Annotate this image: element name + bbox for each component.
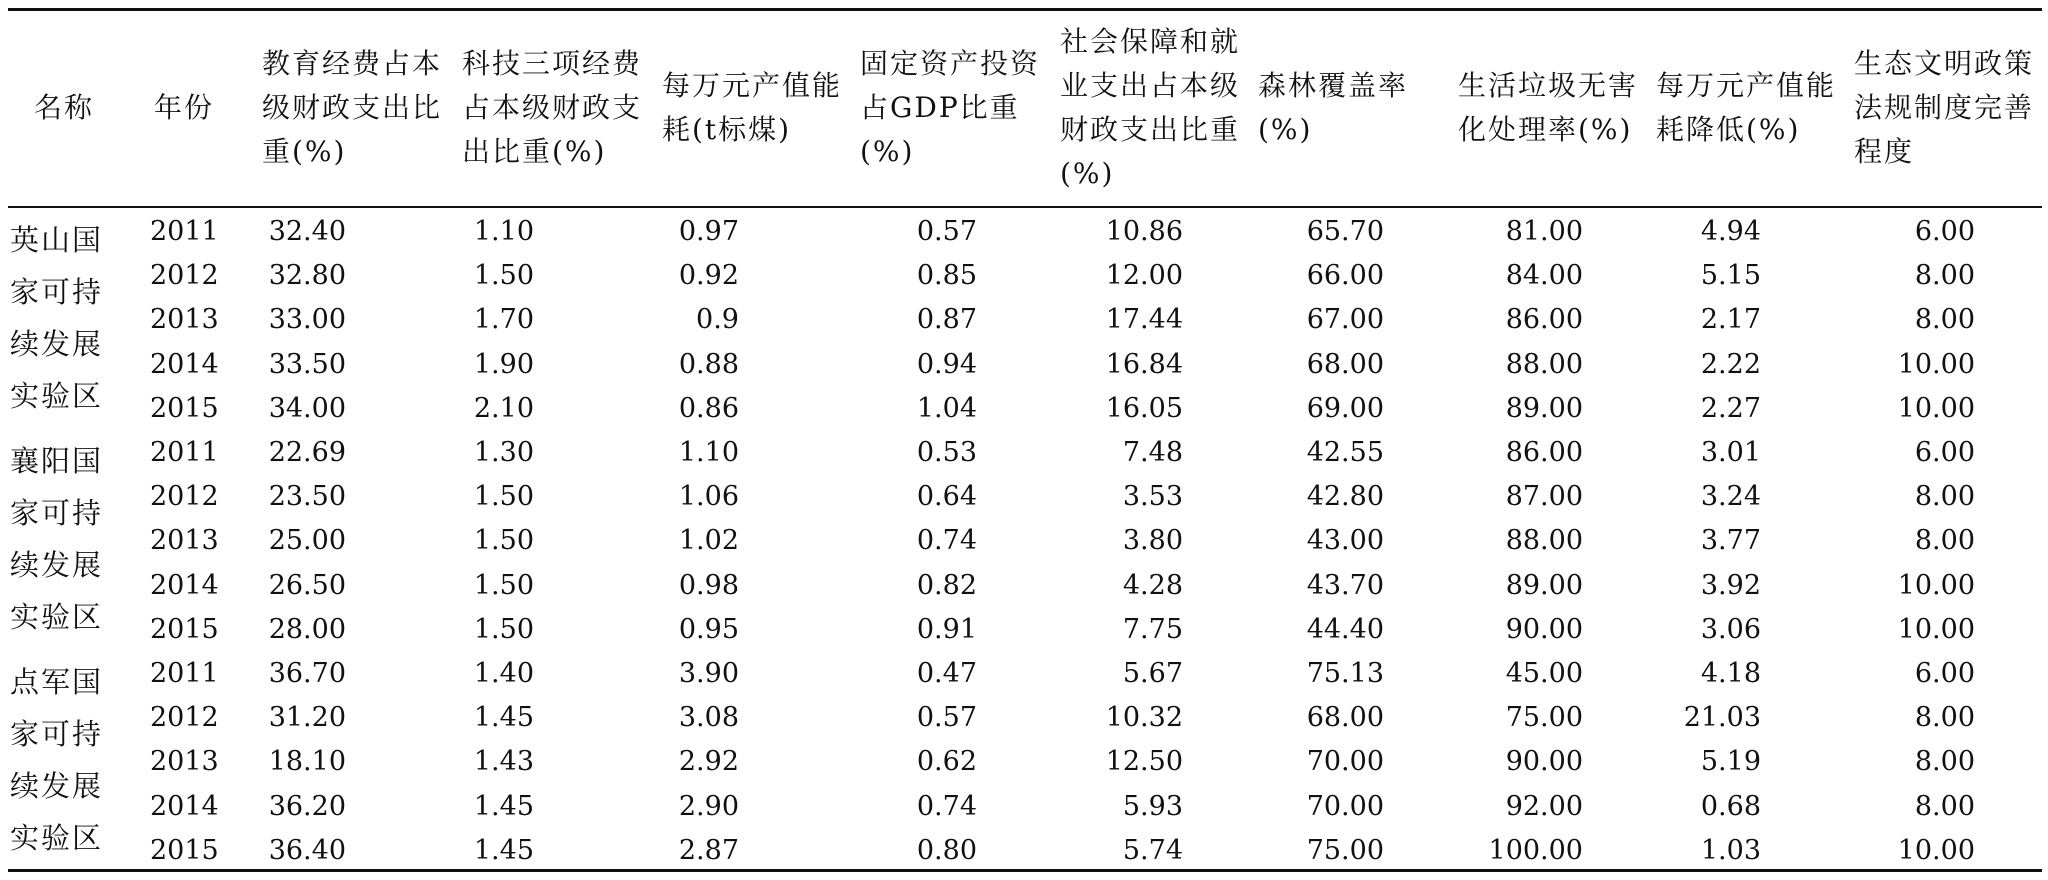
energy-per-output-cell: 1.10 xyxy=(678,437,739,468)
social-security-share-cell: 3.80 xyxy=(1122,525,1183,557)
forest-coverage-cell: 42.55 xyxy=(1306,437,1384,468)
education-share-cell: 32.80 xyxy=(268,260,346,292)
table-row xyxy=(0,298,2048,342)
tech-share-cell: 1.43 xyxy=(473,746,534,778)
tech-share-cell: 1.90 xyxy=(473,348,534,380)
table-bottom-rule xyxy=(8,869,2042,872)
energy-reduction-cell: 3.77 xyxy=(1700,525,1761,557)
year-cell: 2014 xyxy=(150,569,219,601)
fixed-asset-gdp-cell: 0.74 xyxy=(916,525,977,557)
table-row xyxy=(0,519,2048,563)
energy-reduction-cell: 5.15 xyxy=(1700,260,1761,292)
header-policy-completeness xyxy=(1854,10,2036,206)
fixed-asset-gdp-cell: 0.57 xyxy=(916,216,977,247)
year-cell: 2013 xyxy=(150,746,219,778)
energy-reduction-cell: 3.24 xyxy=(1700,481,1761,513)
header-fixed-asset-gdp xyxy=(860,10,1040,206)
forest-coverage-cell: 70.00 xyxy=(1306,790,1384,822)
year-cell: 2012 xyxy=(150,260,219,292)
waste-treatment-cell: 89.00 xyxy=(1505,392,1583,424)
table-row xyxy=(0,785,2048,829)
social-security-share-cell: 10.32 xyxy=(1105,702,1183,734)
fixed-asset-gdp-cell: 0.62 xyxy=(916,746,977,778)
table-row xyxy=(0,829,2048,873)
energy-per-output-cell: 0.88 xyxy=(678,348,739,380)
education-share-cell: 36.70 xyxy=(268,658,346,689)
energy-reduction-cell: 2.22 xyxy=(1700,348,1761,380)
table-row xyxy=(0,696,2048,740)
region-name: 点军国家可持续发展实验区 xyxy=(10,665,104,855)
tech-share-cell: 2.10 xyxy=(473,392,534,424)
energy-reduction-cell: 2.27 xyxy=(1700,392,1761,424)
year-cell: 2012 xyxy=(150,481,219,513)
header-fixed-asset-gdp-label: 固定资产投资占GDP比重(%) xyxy=(860,47,1041,168)
policy-completeness-cell: 10.00 xyxy=(1897,392,1975,424)
social-security-share-cell: 4.28 xyxy=(1122,569,1183,601)
waste-treatment-cell: 86.00 xyxy=(1505,437,1583,468)
energy-per-output-cell: 2.92 xyxy=(678,746,739,778)
fixed-asset-gdp-cell: 0.80 xyxy=(916,834,977,866)
waste-treatment-cell: 86.00 xyxy=(1505,304,1583,336)
table-row xyxy=(0,431,2048,475)
energy-per-output-cell: 0.86 xyxy=(678,392,739,424)
energy-per-output-cell: 2.87 xyxy=(678,834,739,866)
tech-share-cell: 1.50 xyxy=(473,525,534,557)
tech-share-cell: 1.10 xyxy=(473,216,534,247)
year-cell: 2015 xyxy=(150,392,219,424)
policy-completeness-cell: 10.00 xyxy=(1897,348,1975,380)
energy-per-output-cell: 0.98 xyxy=(678,569,739,601)
forest-coverage-cell: 69.00 xyxy=(1306,392,1384,424)
forest-coverage-cell: 68.00 xyxy=(1306,348,1384,380)
policy-completeness-cell: 6.00 xyxy=(1914,216,1975,247)
header-social-security-share xyxy=(1060,10,1240,206)
forest-coverage-cell: 75.13 xyxy=(1306,658,1384,689)
energy-per-output-cell: 3.08 xyxy=(678,702,739,734)
tech-share-cell: 1.45 xyxy=(473,702,534,734)
fixed-asset-gdp-cell: 0.94 xyxy=(916,348,977,380)
table-row xyxy=(0,564,2048,608)
header-name xyxy=(18,10,110,206)
year-cell: 2013 xyxy=(150,525,219,557)
waste-treatment-cell: 88.00 xyxy=(1505,348,1583,380)
education-share-cell: 32.40 xyxy=(268,216,346,247)
header-energy-reduction-label: 每万元产值能耗降低(%) xyxy=(1656,69,1837,146)
waste-treatment-cell: 84.00 xyxy=(1505,260,1583,292)
waste-treatment-cell: 90.00 xyxy=(1505,613,1583,645)
education-share-cell: 36.20 xyxy=(268,790,346,822)
tech-share-cell: 1.50 xyxy=(473,613,534,645)
header-social-security-share-label: 社会保障和就业支出占本级财政支出比重(%) xyxy=(1060,25,1241,190)
table-row xyxy=(0,387,2048,431)
energy-reduction-cell: 5.19 xyxy=(1700,746,1761,778)
social-security-share-cell: 5.93 xyxy=(1122,790,1183,822)
social-security-share-cell: 7.48 xyxy=(1122,437,1183,468)
policy-completeness-cell: 6.00 xyxy=(1914,658,1975,689)
header-waste-treatment xyxy=(1458,10,1638,206)
energy-per-output-cell: 0.92 xyxy=(678,260,739,292)
header-year xyxy=(140,10,228,206)
header-tech-share xyxy=(462,10,644,206)
forest-coverage-cell: 70.00 xyxy=(1306,746,1384,778)
year-cell: 2015 xyxy=(150,613,219,645)
table-row xyxy=(0,343,2048,387)
energy-per-output-cell: 3.90 xyxy=(678,658,739,689)
energy-per-output-cell: 0.97 xyxy=(678,216,739,247)
year-cell: 2011 xyxy=(150,437,219,468)
forest-coverage-cell: 44.40 xyxy=(1306,613,1384,645)
waste-treatment-cell: 81.00 xyxy=(1505,216,1583,247)
education-share-cell: 18.10 xyxy=(268,746,346,778)
social-security-share-cell: 12.50 xyxy=(1105,746,1183,778)
forest-coverage-cell: 43.70 xyxy=(1306,569,1384,601)
tech-share-cell: 1.50 xyxy=(473,481,534,513)
energy-reduction-cell: 21.03 xyxy=(1683,702,1761,734)
tech-share-cell: 1.30 xyxy=(473,437,534,468)
table-row xyxy=(0,652,2048,696)
policy-completeness-cell: 10.00 xyxy=(1897,613,1975,645)
header-name-label: 名称 xyxy=(33,91,94,124)
social-security-share-cell: 10.86 xyxy=(1105,216,1183,247)
year-cell: 2013 xyxy=(150,304,219,336)
table-row xyxy=(0,608,2048,652)
table-row xyxy=(0,254,2048,298)
header-tech-share-label: 科技三项经费占本级财政支出比重(%) xyxy=(462,47,643,168)
education-share-cell: 33.00 xyxy=(268,304,346,336)
waste-treatment-cell: 87.00 xyxy=(1505,481,1583,513)
energy-reduction-cell: 3.01 xyxy=(1700,437,1761,468)
social-security-share-cell: 3.53 xyxy=(1122,481,1183,513)
energy-per-output-cell: 1.02 xyxy=(678,525,739,557)
year-cell: 2014 xyxy=(150,348,219,380)
forest-coverage-cell: 67.00 xyxy=(1306,304,1384,336)
fixed-asset-gdp-cell: 1.04 xyxy=(916,392,977,424)
policy-completeness-cell: 10.00 xyxy=(1897,834,1975,866)
header-energy-per-output-label: 每万元产值能耗(t标煤) xyxy=(662,69,843,146)
policy-completeness-cell: 8.00 xyxy=(1914,481,1975,513)
social-security-share-cell: 7.75 xyxy=(1122,613,1183,645)
year-cell: 2011 xyxy=(150,216,219,247)
tech-share-cell: 1.70 xyxy=(473,304,534,336)
year-cell: 2011 xyxy=(150,658,219,689)
region-name: 英山国家可持续发展实验区 xyxy=(10,223,104,413)
energy-reduction-cell: 1.03 xyxy=(1700,834,1761,866)
social-security-share-cell: 5.67 xyxy=(1122,658,1183,689)
energy-reduction-cell: 2.17 xyxy=(1700,304,1761,336)
table-header-rule xyxy=(8,206,2042,208)
policy-completeness-cell: 8.00 xyxy=(1914,790,1975,822)
fixed-asset-gdp-cell: 0.64 xyxy=(916,481,977,513)
energy-per-output-cell: 1.06 xyxy=(678,481,739,513)
energy-reduction-cell: 0.68 xyxy=(1700,790,1761,822)
fixed-asset-gdp-cell: 0.82 xyxy=(916,569,977,601)
year-cell: 2014 xyxy=(150,790,219,822)
waste-treatment-cell: 92.00 xyxy=(1505,790,1583,822)
social-security-share-cell: 16.05 xyxy=(1105,392,1183,424)
energy-reduction-cell: 3.06 xyxy=(1700,613,1761,645)
waste-treatment-cell: 100.00 xyxy=(1488,834,1583,866)
forest-coverage-cell: 66.00 xyxy=(1306,260,1384,292)
education-share-cell: 28.00 xyxy=(268,613,346,645)
energy-per-output-cell: 0.95 xyxy=(678,613,739,645)
forest-coverage-cell: 65.70 xyxy=(1306,216,1384,247)
policy-completeness-cell: 8.00 xyxy=(1914,304,1975,336)
header-energy-reduction xyxy=(1656,10,1836,206)
year-cell: 2012 xyxy=(150,702,219,734)
energy-per-output-cell: 0.9 xyxy=(696,304,739,336)
social-security-share-cell: 12.00 xyxy=(1105,260,1183,292)
fixed-asset-gdp-cell: 0.47 xyxy=(916,658,977,689)
fixed-asset-gdp-cell: 0.53 xyxy=(916,437,977,468)
table-row xyxy=(0,475,2048,519)
forest-coverage-cell: 42.80 xyxy=(1306,481,1384,513)
social-security-share-cell: 16.84 xyxy=(1105,348,1183,380)
header-policy-completeness-label: 生态文明政策法规制度完善程度 xyxy=(1854,47,2035,168)
social-security-share-cell: 5.74 xyxy=(1122,834,1183,866)
forest-coverage-cell: 68.00 xyxy=(1306,702,1384,734)
education-share-cell: 22.69 xyxy=(268,437,346,468)
energy-reduction-cell: 3.92 xyxy=(1700,569,1761,601)
header-waste-treatment-label: 生活垃圾无害化处理率(%) xyxy=(1458,69,1639,146)
fixed-asset-gdp-cell: 0.85 xyxy=(916,260,977,292)
header-education-share-label: 教育经费占本级财政支出比重(%) xyxy=(262,47,443,168)
waste-treatment-cell: 75.00 xyxy=(1505,702,1583,734)
policy-completeness-cell: 8.00 xyxy=(1914,702,1975,734)
education-share-cell: 34.00 xyxy=(268,392,346,424)
education-share-cell: 33.50 xyxy=(268,348,346,380)
header-forest-coverage xyxy=(1258,10,1438,206)
policy-completeness-cell: 10.00 xyxy=(1897,569,1975,601)
fixed-asset-gdp-cell: 0.91 xyxy=(916,613,977,645)
education-share-cell: 25.00 xyxy=(268,525,346,557)
forest-coverage-cell: 75.00 xyxy=(1306,834,1384,866)
policy-completeness-cell: 6.00 xyxy=(1914,437,1975,468)
education-share-cell: 36.40 xyxy=(268,834,346,866)
waste-treatment-cell: 45.00 xyxy=(1505,658,1583,689)
tech-share-cell: 1.40 xyxy=(473,658,534,689)
tech-share-cell: 1.50 xyxy=(473,260,534,292)
energy-per-output-cell: 2.90 xyxy=(678,790,739,822)
fixed-asset-gdp-cell: 0.74 xyxy=(916,790,977,822)
header-forest-coverage-label: 森林覆盖率(%) xyxy=(1258,69,1409,146)
header-education-share xyxy=(262,10,444,206)
header-year-label: 年份 xyxy=(153,91,214,124)
table-row xyxy=(0,740,2048,784)
forest-coverage-cell: 43.00 xyxy=(1306,525,1384,557)
policy-completeness-cell: 8.00 xyxy=(1914,260,1975,292)
waste-treatment-cell: 90.00 xyxy=(1505,746,1583,778)
table-row xyxy=(0,210,2048,254)
policy-completeness-cell: 8.00 xyxy=(1914,746,1975,778)
region-name: 襄阳国家可持续发展实验区 xyxy=(10,444,104,634)
tech-share-cell: 1.50 xyxy=(473,569,534,601)
tech-share-cell: 1.45 xyxy=(473,834,534,866)
energy-reduction-cell: 4.94 xyxy=(1700,216,1761,247)
fixed-asset-gdp-cell: 0.57 xyxy=(916,702,977,734)
energy-reduction-cell: 4.18 xyxy=(1700,658,1761,689)
social-security-share-cell: 17.44 xyxy=(1105,304,1183,336)
education-share-cell: 31.20 xyxy=(268,702,346,734)
year-cell: 2015 xyxy=(150,834,219,866)
fixed-asset-gdp-cell: 0.87 xyxy=(916,304,977,336)
tech-share-cell: 1.45 xyxy=(473,790,534,822)
education-share-cell: 26.50 xyxy=(268,569,346,601)
education-share-cell: 23.50 xyxy=(268,481,346,513)
header-energy-per-output xyxy=(662,10,842,206)
waste-treatment-cell: 88.00 xyxy=(1505,525,1583,557)
waste-treatment-cell: 89.00 xyxy=(1505,569,1583,601)
policy-completeness-cell: 8.00 xyxy=(1914,525,1975,557)
